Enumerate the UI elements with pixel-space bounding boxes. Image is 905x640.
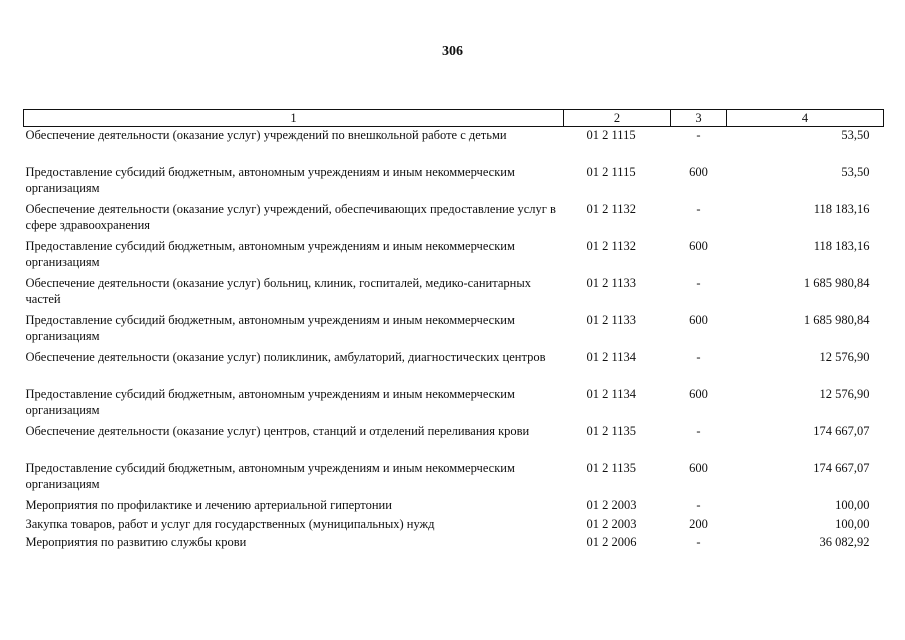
table-row: [24, 460, 884, 497]
table-row: [24, 516, 884, 535]
row-amount: 100,00: [835, 516, 870, 531]
row-name: Предоставление субсидий бюджетным, автономным учреждениям и иным некоммерческим организациям: [25, 165, 515, 195]
table-row: [24, 534, 884, 553]
row-type: -: [696, 202, 701, 216]
row-amount: 12 576,90: [819, 387, 870, 401]
row-type: -: [696, 535, 701, 549]
row-type: -: [696, 350, 701, 364]
table-row: [24, 238, 884, 275]
header-cell-2: 2: [564, 110, 671, 127]
row-code: 01 2 1115: [586, 165, 636, 179]
row-amount: 1 685 980,84: [803, 313, 870, 327]
row-name: Обеспечение деятельности (оказание услуг) поликлиник, амбулаторий, диагностических центров: [25, 350, 546, 364]
row-type: -: [696, 498, 701, 512]
table-row: [24, 386, 884, 423]
row-type: 600: [689, 239, 708, 253]
table-row: [24, 312, 884, 349]
row-code: 01 2 1135: [586, 461, 637, 475]
table-row: [24, 201, 884, 238]
row-name: Предоставление субсидий бюджетным, автономным учреждениям и иным некоммерческим организациям: [25, 461, 515, 491]
row-name: Обеспечение деятельности (оказание услуг) центров, станций и отделений переливания крови: [25, 424, 530, 438]
row-type: 200: [689, 516, 708, 531]
row-amount: 1 685 980,84: [803, 276, 870, 290]
row-amount: 53,50: [841, 165, 870, 179]
row-code: 01 2 1134: [586, 387, 637, 401]
row-name: Мероприятия по развитию службы крови: [25, 535, 247, 549]
row-name: Предоставление субсидий бюджетным, автономным учреждениям и иным некоммерческим организациям: [25, 239, 515, 269]
row-code: 01 2 2003: [586, 498, 637, 512]
row-code: 01 2 1132: [586, 239, 637, 253]
row-type: -: [696, 424, 701, 438]
row-amount: 174 667,07: [813, 424, 870, 438]
table-row: [24, 423, 884, 460]
row-name: Обеспечение деятельности (оказание услуг) учреждений, обеспечивающих предоставление услуг в сфере здравоохранения: [25, 202, 556, 232]
row-code: 01 2 1135: [586, 424, 637, 438]
table-body: [24, 127, 884, 553]
row-name: Обеспечение деятельности (оказание услуг) больниц, клиник, госпиталей, медико-санитарных частей: [25, 276, 531, 306]
row-amount: 118 183,16: [813, 239, 870, 253]
row-code: 01 2 1133: [586, 313, 637, 327]
row-type: 600: [689, 313, 708, 327]
row-amount: 118 183,16: [813, 202, 870, 216]
row-name: Предоставление субсидий бюджетным, автономным учреждениям и иным некоммерческим организациям: [25, 313, 515, 343]
table-row: [24, 164, 884, 201]
header-cell-1: 1: [24, 110, 564, 127]
table-row: [24, 349, 884, 386]
row-type: -: [696, 276, 701, 290]
row-name: Мероприятия по профилактике и лечению артериальной гипертонии: [25, 498, 392, 512]
table-row: [24, 127, 884, 165]
row-type: 600: [689, 165, 708, 179]
row-type: 600: [689, 461, 708, 475]
row-amount: 36 082,92: [819, 535, 870, 549]
row-name: Закупка товаров, работ и услуг для государственных (муниципальных) нужд: [25, 516, 435, 531]
row-name: Обеспечение деятельности (оказание услуг) учреждений по внешкольной работе с детьми: [25, 128, 507, 142]
row-code: 01 2 2006: [586, 535, 637, 549]
row-code: 01 2 1115: [586, 128, 636, 142]
header-cell-3: 3: [671, 110, 727, 127]
row-code: 01 2 2003: [586, 516, 637, 531]
row-amount: 53,50: [841, 128, 870, 142]
table-row: [24, 497, 884, 516]
row-amount: 100,00: [835, 498, 870, 512]
budget-table: [23, 109, 884, 553]
row-type: -: [696, 128, 701, 142]
row-code: 01 2 1134: [586, 350, 637, 364]
table-header: [24, 110, 884, 127]
row-amount: 174 667,07: [813, 461, 870, 475]
header-row: [24, 110, 884, 127]
table-row: [24, 275, 884, 312]
row-type: 600: [689, 387, 708, 401]
row-code: 01 2 1132: [586, 202, 637, 216]
page-number: 306: [442, 44, 463, 59]
row-amount: 12 576,90: [819, 350, 870, 364]
header-cell-4: 4: [727, 110, 884, 127]
row-name: Предоставление субсидий бюджетным, автономным учреждениям и иным некоммерческим организациям: [25, 387, 515, 417]
row-code: 01 2 1133: [586, 276, 637, 290]
